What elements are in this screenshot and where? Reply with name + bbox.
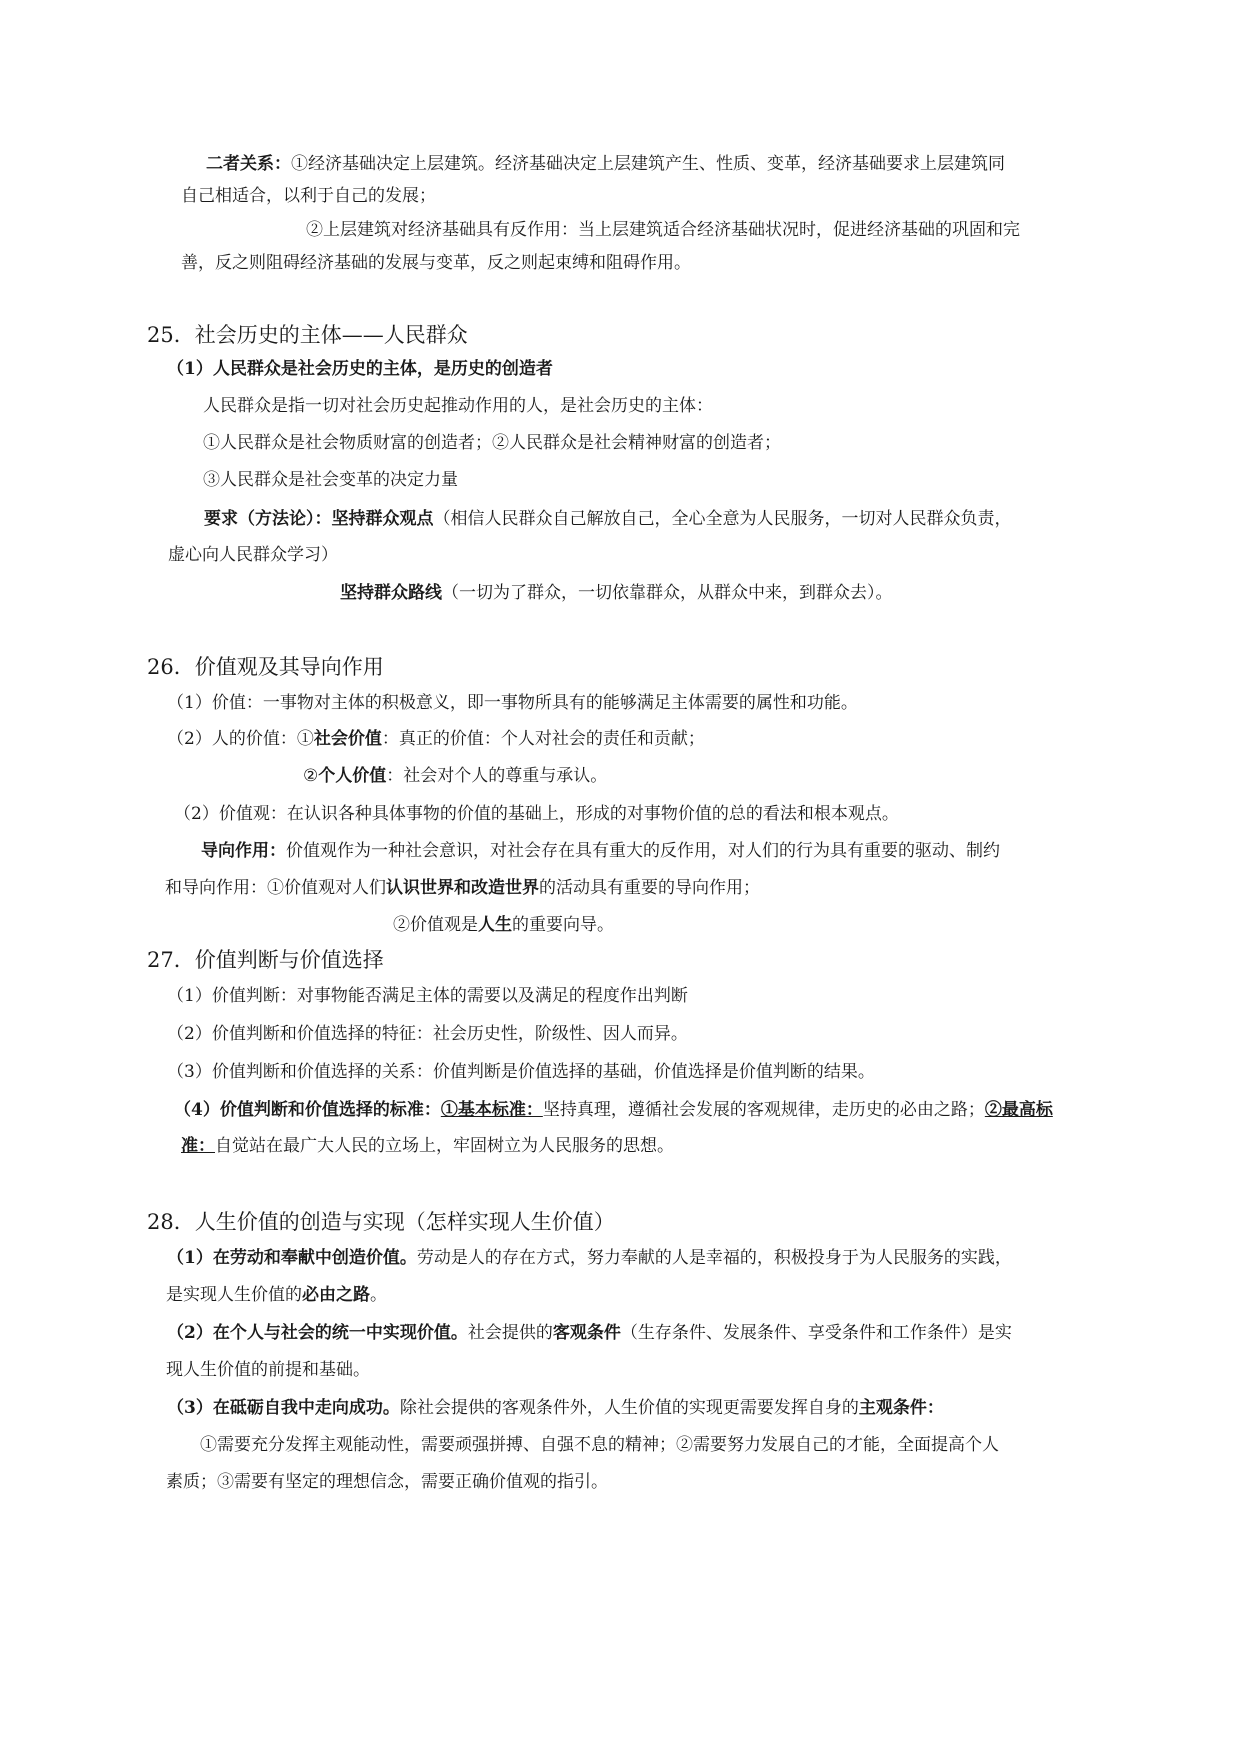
s25-para-2: ①人民群众是社会物质财富的创造者；②人民群众是社会精神财富的创造者； <box>203 433 781 453</box>
relationship-line-3: ②上层建筑对经济基础具有反作用：当上层建筑适合经济基础状况时，促进经济基础的巩固和完 <box>306 220 1020 240</box>
s25-mass-line <box>340 581 893 605</box>
s28-para-4b: 素质；③需要有坚定的理想信念，需要正确价值观的指引。 <box>166 1472 608 1492</box>
s27-para-5 <box>181 1134 674 1158</box>
relationship-line-1 <box>206 152 1005 176</box>
s26-para-2-post: ：真正的价值：个人对社会的责任和贡献； <box>381 729 705 749</box>
s28-para-1b-post: 。 <box>370 1285 387 1305</box>
s25-para-3: ③人民群众是社会变革的决定力量 <box>203 470 458 490</box>
s26-guide-3-pre: ②价值观是 <box>393 915 478 935</box>
s26-guide-2-bold: 认识世界和改造世界 <box>386 878 539 898</box>
s28-para-2b: 现人生价值的前提和基础。 <box>166 1360 370 1380</box>
s26-guide-2-post: 的活动具有重要的导向作用； <box>539 878 760 898</box>
s25-mass-line-text: （一切为了群众，一切依靠群众，从群众中来，到群众去）。 <box>442 583 893 603</box>
s28-para-4: ①需要充分发挥主观能动性，需要顽强拼搏、自强不息的精神；②需要努力发展自己的才能，全面提高个人 <box>200 1435 999 1455</box>
s28-para-2-bold: （2）在个人与社会的统一中实现价值。 <box>167 1323 468 1343</box>
s28-para-3 <box>167 1396 944 1420</box>
s26-guide-3 <box>393 913 614 937</box>
s27-para-2: （2）价值判断和价值选择的特征：社会历史性，阶级性、因人而异。 <box>167 1024 688 1044</box>
s28-para-1b <box>166 1283 387 1307</box>
s27-highest-standard: ②最高标 <box>984 1100 1053 1120</box>
s26-para-2-pre: （2）人的价值：① <box>167 729 314 749</box>
s26-guide-1 <box>201 839 1000 863</box>
s28-para-2-text: （生存条件、发展条件、享受条件和工作条件）是实 <box>620 1323 1012 1343</box>
s28-objective-conditions: 客观条件 <box>552 1323 621 1343</box>
s28-para-1 <box>167 1246 1012 1270</box>
s25-subheading-text: （1）人民群众是社会历史的主体，是历史的创造者 <box>167 359 553 379</box>
relationship-label: 二者关系： <box>206 154 291 174</box>
s28-para-2 <box>167 1321 1012 1345</box>
s27-standard-label: （4）价值判断和价值选择的标准： <box>174 1100 441 1120</box>
s26-para-3 <box>303 764 607 788</box>
s28-para-3-text: 除社会提供的客观条件外，人生价值的实现更需要发挥自身的 <box>399 1398 859 1418</box>
section-27-title: 27．价值判断与价值选择 <box>147 948 384 972</box>
s27-basic-standard: ①基本标准： <box>440 1100 543 1120</box>
section-26-title: 26．价值观及其导向作用 <box>147 655 384 679</box>
s25-requirement-label: 要求（方法论）：坚持群众观点 <box>204 509 434 529</box>
s28-para-1b-bold: 必由之路 <box>302 1285 370 1305</box>
s25-requirement-text: （相信人民群众自己解放自己，全心全意为人民服务，一切对人民群众负责， <box>433 509 1012 529</box>
s27-para-4 <box>174 1098 1053 1122</box>
s26-para-1: （1）价值：一事物对主体的积极意义，即一事物所具有的能够满足主体需要的属性和功能。 <box>167 693 858 713</box>
s26-para-3-pre: ② <box>303 766 319 786</box>
s28-para-1-bold: （1）在劳动和奉献中创造价值。 <box>167 1248 417 1268</box>
s26-guide-3-post: 的重要向导。 <box>512 915 614 935</box>
relationship-line-4: 善，反之则阻碍经济基础的发展与变革，反之则起束缚和阻碍作用。 <box>181 253 691 273</box>
s25-requirement <box>204 507 1012 531</box>
relationship-line-2: 自己相适合，以利于自己的发展； <box>181 186 436 206</box>
s28-para-1b-pre: 是实现人生价值的 <box>166 1285 302 1305</box>
s26-guide-text: 价值观作为一种社会意识，对社会存在具有重大的反作用，对人们的行为具有重要的驱动、制约 <box>286 841 1000 861</box>
s26-para-2 <box>167 727 705 751</box>
s26-guide-label: 导向作用： <box>201 841 286 861</box>
s28-para-1-text: 劳动是人的存在方式，努力奉献的人是幸福的，积极投身于为人民服务的实践， <box>416 1248 1012 1268</box>
section-25-title: 25．社会历史的主体——人民群众 <box>147 323 468 347</box>
s25-para-1: 人民群众是指一切对社会历史起推动作用的人，是社会历史的主体： <box>203 396 713 416</box>
section-28-title: 28．人生价值的创造与实现（怎样实现人生价值） <box>147 1210 615 1234</box>
s25-requirement-cont: 虚心向人民群众学习） <box>168 545 338 565</box>
relationship-text-1: ①经济基础决定上层建筑。经济基础决定上层建筑产生、性质、变革，经济基础要求上层建筑同 <box>291 154 1005 174</box>
s26-para-3-post: ：社会对个人的尊重与承认。 <box>386 766 608 786</box>
s28-subjective-conditions: 主观条件： <box>858 1398 944 1418</box>
s26-personal-value: 个人价值 <box>318 766 387 786</box>
s26-social-value: 社会价值 <box>313 729 382 749</box>
s26-guide-2 <box>165 876 760 900</box>
s26-guide-3-bold: 人生 <box>478 915 512 935</box>
s27-highest-standard-cont: 准： <box>181 1136 215 1156</box>
s25-mass-line-label: 坚持群众路线 <box>340 583 442 603</box>
s28-para-2-mid: 社会提供的 <box>467 1323 553 1343</box>
s28-para-3-bold: （3）在砥砺自我中走向成功。 <box>167 1398 400 1418</box>
s27-para-3: （3）价值判断和价值选择的关系：价值判断是价值选择的基础，价值选择是价值判断的结果。 <box>167 1062 875 1082</box>
s27-highest-standard-text: 自觉站在最广大人民的立场上，牢固树立为人民服务的思想。 <box>215 1136 674 1156</box>
s26-guide-2-pre: 和导向作用：①价值观对人们 <box>165 878 386 898</box>
s27-basic-standard-text: 坚持真理，遵循社会发展的客观规律，走历史的必由之路； <box>542 1100 985 1120</box>
s26-para-4: （2）价值观：在认识各种具体事物的价值的基础上，形成的对事物价值的总的看法和根本观点。 <box>174 804 899 824</box>
s25-subheading <box>167 357 553 381</box>
s27-para-1: （1）价值判断：对事物能否满足主体的需要以及满足的程度作出判断 <box>167 986 688 1006</box>
